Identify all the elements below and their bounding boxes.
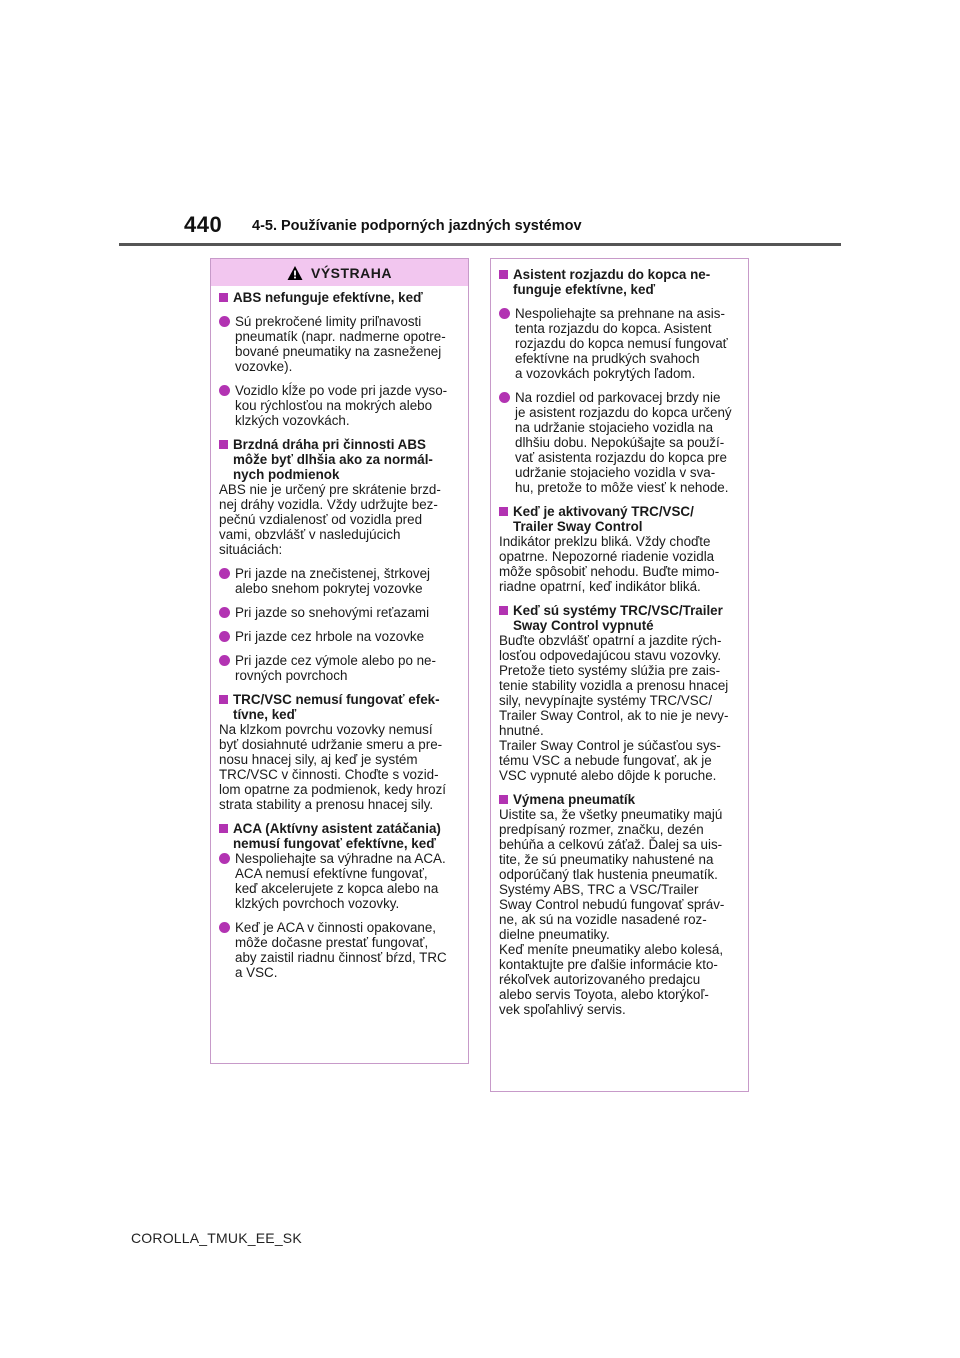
paragraph: Uistite sa, že všetky pneumatiky majú predpísaný rozmer, značku, dezén behúňa a celkovú záťaž. Ďalej sa uis- tite, že sú pneumatiky nahustené na odporúčaný tlak hustenia pneumatík. Systémy ABS, TRC a VSC/Trailer Sway Control nebudú fungovať správ- ne, ak sú na vozidle nasadené roz- dielne pneumatiky. Keď meníte pneumatiky alebo kolesá, kontaktujte pre ďalšie informácie kto- rékoľvek autorizovaného predajcu alebo servis Toyota, alebo ktorýkoľ- vek spoľahlivý servis. [499, 807, 725, 1017]
warning-box-right [490, 258, 749, 1092]
square-bullet-icon [219, 293, 228, 302]
square-bullet-icon [499, 270, 508, 279]
subheading: Výmena pneumatík [499, 792, 742, 807]
square-bullet-icon [219, 440, 228, 449]
bullet-item: Pri jazde cez hrbole na vozovke [219, 629, 462, 644]
bullet-item: Nespoliehajte sa prehnane na asis- tenta rozjazdu do kopca. Asistent rozjazdu do kopca nemusí fungovať efektívne na prudkých svahoch a vozovkách pokrytých ľadom. [499, 306, 742, 381]
header-divider [119, 243, 841, 246]
square-bullet-icon [499, 795, 508, 804]
circle-bullet-icon [219, 631, 230, 642]
subheading: Keď je aktivovaný TRC/VSC/ Trailer Sway Control [499, 504, 742, 534]
circle-bullet-icon [219, 385, 230, 396]
bullet-item: Sú prekročené limity priľnavosti pneumatík (napr. nadmerne opotre- bované pneumatiky na zasneženej vozovke). [219, 314, 462, 374]
bullet-item: Pri jazde cez výmole alebo po ne- rovných povrchoch [219, 653, 462, 683]
bullet-item: Keď je ACA v činnosti opakovane, môže dočasne prestať fungovať, aby zaistil riadnu činnosť bŕzd, TRC a VSC. [219, 920, 462, 980]
paragraph: Buďte obzvlášť opatrní a jazdite rých- losťou odpovedajúcou stavu vozovky. Pretože tieto systémy slúžia pre zais- tenie stability vozidla a prenosu hnacej sily, nevypínajte systémy TRC/VSC/ Trailer Sway Control, ak to nie je nevy- hnutné. Trailer Sway Control je súčasťou sys- tému VSC a nebude fungovať, ak je VSC vypnuté alebo dôjde k poruche. [499, 633, 729, 783]
circle-bullet-icon [499, 308, 510, 319]
circle-bullet-icon [499, 392, 510, 403]
circle-bullet-icon [219, 655, 230, 666]
bullet-item: Pri jazde so snehovými reťazami [219, 605, 462, 620]
warning-triangle-icon [287, 265, 303, 281]
square-bullet-icon [219, 695, 228, 704]
square-bullet-icon [499, 606, 508, 615]
bullet-item: Pri jazde na znečistenej, štrkovej alebo snehom pokrytej vozovke [219, 566, 462, 596]
subheading: ABS nefunguje efektívne, keď [219, 290, 462, 305]
warning-title: VÝSTRAHA [310, 264, 392, 281]
warning-box-left [210, 258, 469, 1064]
circle-bullet-icon [219, 316, 230, 327]
document-code: COROLLA_TMUK_EE_SK [131, 1230, 302, 1246]
square-bullet-icon [219, 824, 228, 833]
circle-bullet-icon [219, 607, 230, 618]
section-title: 4-5. Používanie podporných jazdných systémov [252, 218, 582, 234]
subheading: Brzdná dráha pri činnosti ABS môže byť dlhšia ako za normál- nych podmienok [219, 437, 462, 482]
paragraph: ABS nie je určený pre skrátenie brzd- nej dráhy vozidla. Vždy udržujte bez- pečnú vzdialenosť od vozidla pred vami, obzvlášť v nasledujúcich situáciách: [219, 482, 441, 557]
circle-bullet-icon [219, 853, 230, 864]
subheading: TRC/VSC nemusí fungovať efek- tívne, keď [219, 692, 462, 722]
circle-bullet-icon [219, 922, 230, 933]
paragraph: Na klzkom povrchu vozovky nemusí byť dosiahnuté udržanie smeru a pre- nosu hnacej sily, aj keď je systém TRC/VSC v činnosti. Choďte s vozid- lom opatrne za podmienok, kedy hrozí strata stability a prenosu hnacej sily. [219, 722, 447, 812]
square-bullet-icon [499, 507, 508, 516]
bullet-item: Vozidlo kĺže po vode pri jazde vyso- kou rýchlosťou na mokrých alebo klzkých vozovkách. [219, 383, 462, 428]
bullet-item: Na rozdiel od parkovacej brzdy nie je asistent rozjazdu do kopca určený na udržanie stojacieho vozidla na dlhšiu dobu. Nepokúšajte sa použí- vať asistenta rozjazdu do kopca pre udržanie stojacieho vozidla v sva- hu, pretože to môže viesť k nehode. [499, 390, 742, 495]
bullet-item: Nespoliehajte sa výhradne na ACA. ACA nemusí efektívne fungovať, keď akcelerujete z kopca alebo na klzkých povrchoch vozovky. [219, 851, 462, 911]
warning-content-left [211, 286, 468, 980]
subheading: Asistent rozjazdu do kopca ne- funguje efektívne, keď [499, 267, 742, 297]
subheading: Keď sú systémy TRC/VSC/Trailer Sway Control vypnuté [499, 603, 742, 633]
paragraph: Indikátor preklzu bliká. Vždy choďte opatrne. Nepozorné riadenie vozidla môže spôsobiť nehodu. Buďte mimo- riadne opatrní, keď indikátor bliká. [499, 534, 720, 594]
warning-content-right [491, 263, 748, 1017]
warning-header [211, 259, 468, 286]
subheading: ACA (Aktívny asistent zatáčania) nemusí fungovať efektívne, keď [219, 821, 462, 851]
circle-bullet-icon [219, 568, 230, 579]
page-number: 440 [184, 212, 223, 237]
